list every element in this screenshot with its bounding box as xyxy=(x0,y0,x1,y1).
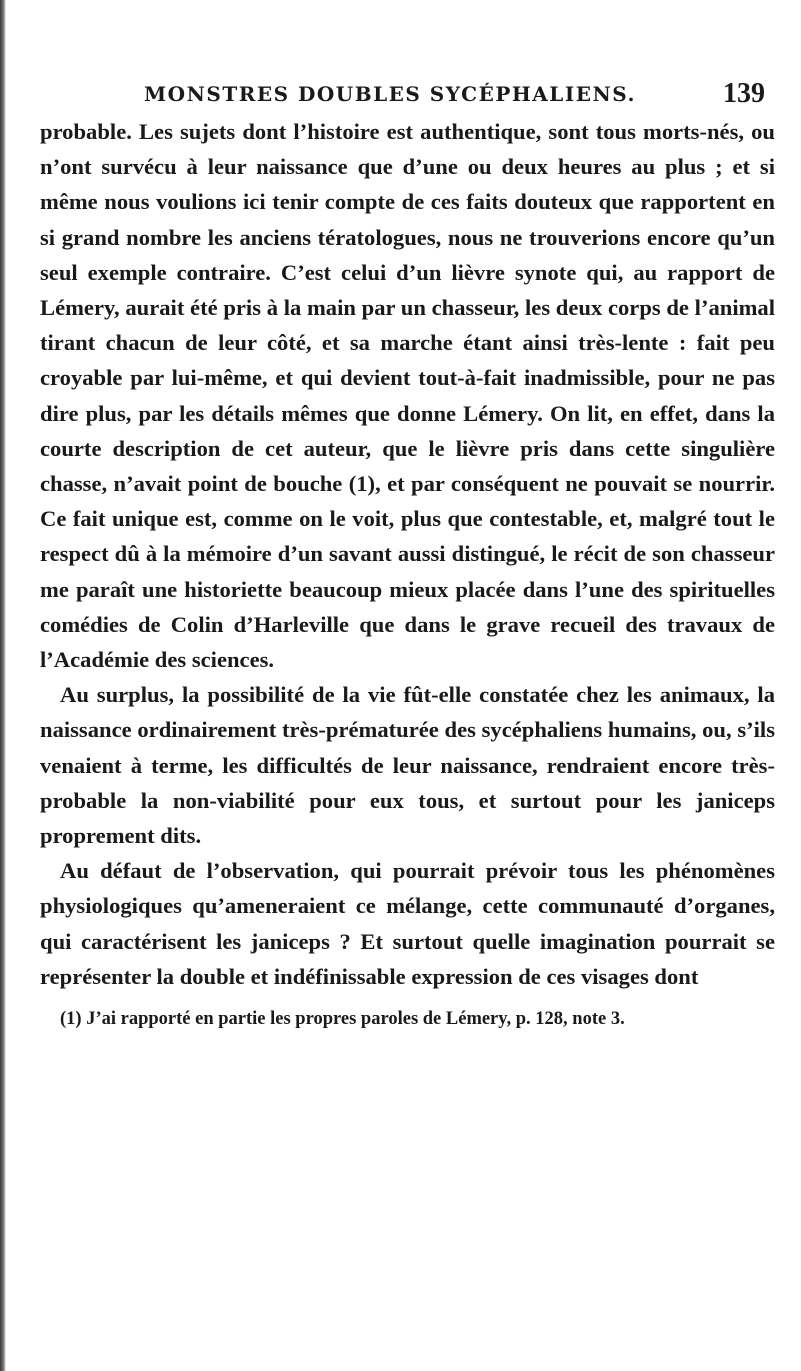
running-title: MONSTRES DOUBLES SYCÉPHALIENS. xyxy=(144,82,636,106)
page-number: 139 xyxy=(723,78,765,109)
footnote: (1) J’ai rapporté en partie les propres paroles de Lémery, p. 128, note 3. xyxy=(60,1009,625,1030)
running-head xyxy=(40,70,775,114)
body-text xyxy=(40,114,775,994)
book-page xyxy=(40,70,775,1032)
page-binding-edge xyxy=(0,0,6,1371)
paragraph-2: Au surplus, la possibilité de la vie fût-elle constatée chez les animaux, la naissance ordinairement très-prématurée des sycéphaliens humains, ou, s’ils venaient à terme, les difficultés de leur naissance, rendraient encore très-probable la non-viabilité pour eux tous, et surtout pour les janiceps proprement dits. xyxy=(40,682,775,849)
paragraph-1: probable. Les sujets dont l’histoire est authentique, sont tous morts-nés, ou n’ont survécu à leur naissance que d’une ou deux heures au plus ; et si même nous voulions ici tenir compte de ces faits douteux que rapportent en si grand nombre les anciens tératologues, nous ne trouverions encore qu’un seul exemple contraire. C’est celui d’un lièvre synote qui, au rapport de Lémery, aurait été pris à la main par un chasseur, les deux corps de l’animal tirant chacun de leur côté, et sa marche étant ainsi très-lente : fait peu croyable par lui-même, et qui devient tout-à-fait inadmissible, pour ne pas dire plus, par les détails mêmes que donne Lémery. On lit, en effet, dans la courte description de cet auteur, que le lièvre pris dans cette singulière chasse, n’avait point de bouche (1), et par conséquent ne pouvait se nourrir. Ce fait unique est, comme on le voit, plus que contestable, et, malgré tout le respect dû à la mémoire d’un savant aussi distingué, le récit de son chasseur me paraît une historiette beaucoup mieux placée dans l’une des spirituelles comédies de Colin d’Harleville que dans le grave recueil des travaux de l’Académie des sciences. xyxy=(40,119,775,673)
paragraph-3: Au défaut de l’observation, qui pourrait prévoir tous les phénomènes physiologiques qu’ameneraient ce mélange, cette communauté d’organes, qui caractérisent les janiceps ? Et surtout quelle imagination pourrait se représenter la double et indéfinissable expression de ces visages dont xyxy=(40,858,775,989)
